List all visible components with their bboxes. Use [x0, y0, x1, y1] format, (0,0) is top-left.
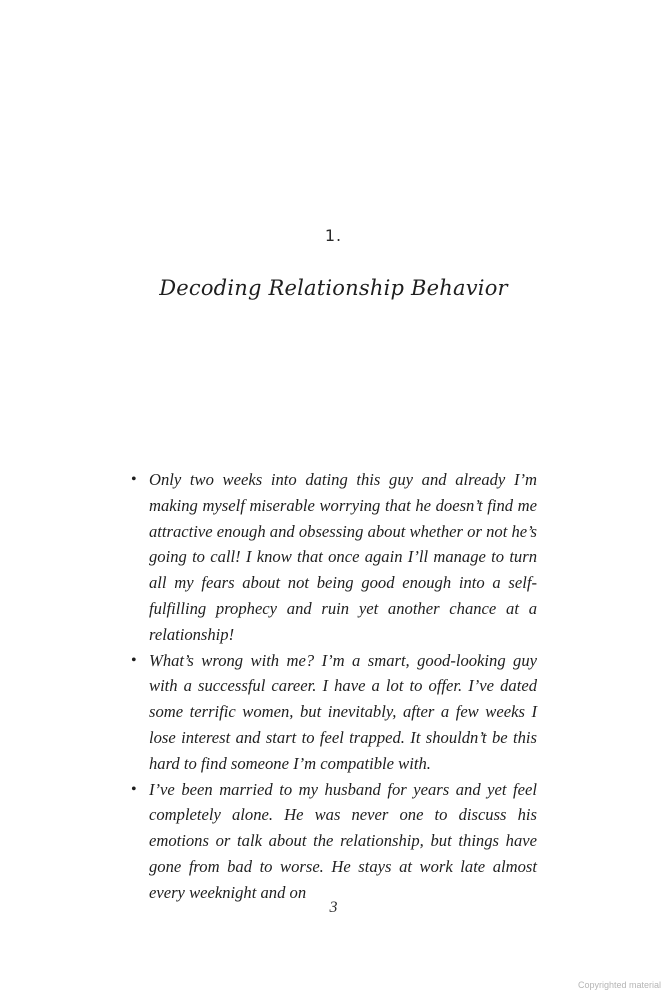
list-item: [131, 467, 537, 648]
list-item-text: What’s wrong with me? I’m a smart, good-looking guy with a successful career. I have a lot to offer. I’ve dated some terrific women, but inevitably, after a few weeks I lose interest and start to feel trapped. It shouldn’t be this hard to find someone I’m compatible with.: [149, 650, 537, 773]
copyright-watermark: Copyrighted material: [577, 980, 661, 990]
chapter-number: 1.: [324, 226, 343, 245]
chapter-title: Decoding Relationship Behavior: [159, 276, 508, 300]
bullet-marker: •: [131, 471, 137, 488]
list-item-text: Only two weeks into dating this guy and already I’m making myself miserable worrying that he doesn’t find me attractive enough and obsessing about whether or not he’s going to call! I know that once again I’ll manage to turn all my fears about not being good enough into a self-fulfilling prophecy and ruin yet another chance at a relationship!: [149, 470, 537, 644]
bullet-marker: •: [131, 651, 137, 669]
list-item-text: I’ve been married to my husband for years and yet feel completely alone. He was never one to discuss his emotions or talk about the relationship, but things have gone from bad to worse. He stays at work late almost every weeknight and on: [149, 779, 537, 902]
list-item: [131, 648, 537, 777]
page-number: 3: [329, 899, 338, 916]
bullet-marker: •: [131, 780, 137, 798]
list-item: [131, 777, 537, 906]
quote-list: [131, 467, 537, 906]
